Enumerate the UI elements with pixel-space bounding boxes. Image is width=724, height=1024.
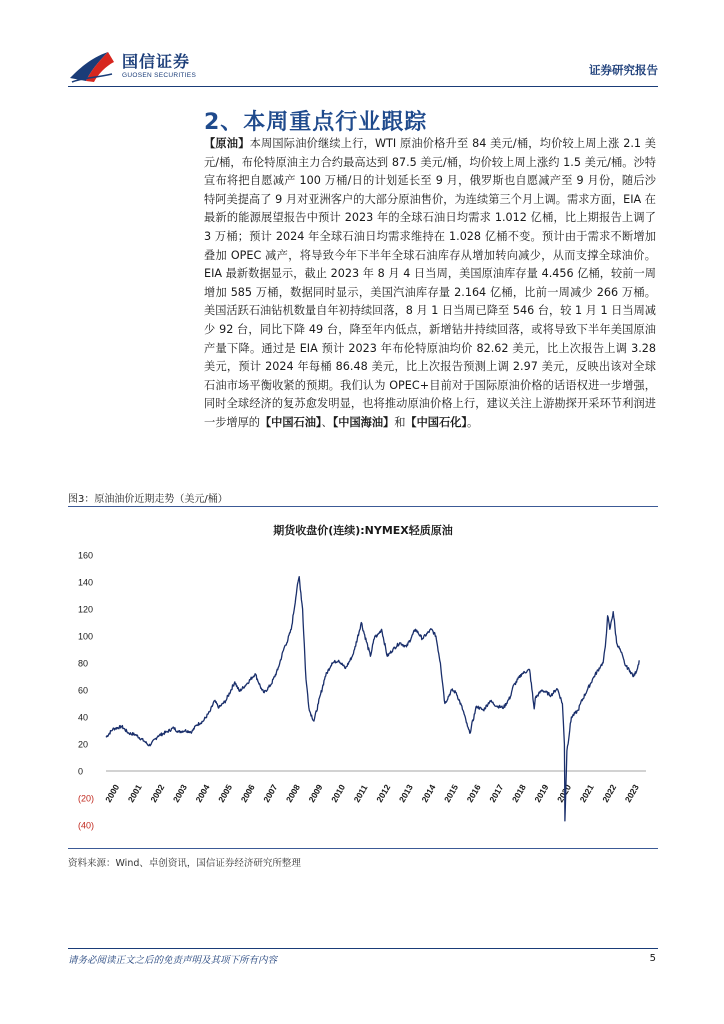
x-tick-label: 2008 <box>283 782 302 804</box>
guosen-logo <box>68 48 218 84</box>
figure-source: 资料来源：Wind、卓创资讯，国信证券经济研究所整理 <box>68 858 301 869</box>
x-tick-label: 2021 <box>577 782 596 804</box>
x-tick-label: 2020 <box>554 782 574 804</box>
header-divider <box>68 86 658 87</box>
section-title: 2、本周重点行业跟踪 <box>204 110 428 135</box>
y-tick-label: 60 <box>78 685 89 696</box>
stock-cnooc: 【中国海油】 <box>332 415 395 429</box>
y-tick-label: (20) <box>78 793 95 804</box>
logo-chinese-name: 国信证券 <box>122 52 191 71</box>
x-tick-label: 2023 <box>622 782 641 804</box>
chart-canvas <box>68 512 658 842</box>
x-axis-ticks <box>103 782 641 804</box>
x-tick-label: 2017 <box>487 782 506 804</box>
y-tick-label: 0 <box>78 766 84 777</box>
x-tick-label: 2018 <box>509 782 528 804</box>
logo-english-name: GUOSEN SECURITIES <box>122 72 197 79</box>
y-tick-label: 140 <box>78 577 94 588</box>
paragraph-tag: 【原油】 <box>204 137 250 150</box>
oil-paragraph <box>204 135 656 433</box>
page-number: 5 <box>649 953 656 964</box>
stock-petrochina: 【中国石油】 <box>259 415 322 429</box>
x-tick-label: 2012 <box>374 782 393 804</box>
y-tick-label: (40) <box>78 820 95 831</box>
page-header <box>0 0 724 92</box>
x-tick-label: 2015 <box>441 782 461 804</box>
x-tick-label: 2003 <box>170 782 189 804</box>
y-tick-label: 120 <box>78 604 94 615</box>
figure-top-rule <box>68 506 658 507</box>
y-tick-label: 40 <box>78 712 89 723</box>
x-tick-label: 2004 <box>193 782 212 804</box>
x-tick-label: 2010 <box>329 782 348 804</box>
x-tick-label: 2002 <box>148 782 167 804</box>
y-tick-label: 160 <box>78 550 94 561</box>
oil-price-chart <box>68 512 658 842</box>
x-tick-label: 2001 <box>125 782 144 804</box>
x-tick-label: 2009 <box>306 782 325 804</box>
paragraph-sep: 、 <box>321 415 333 429</box>
x-tick-label: 2007 <box>261 782 280 804</box>
paragraph-end: 。 <box>466 415 479 429</box>
y-axis-ticks <box>78 551 94 831</box>
guosen-logo-mark-icon <box>68 48 116 84</box>
x-tick-label: 2016 <box>464 782 483 804</box>
y-tick-label: 20 <box>78 739 89 750</box>
x-tick-label: 2011 <box>351 783 370 804</box>
x-tick-label: 2019 <box>532 782 551 804</box>
stock-sinopec: 【中国石化】 <box>405 415 467 429</box>
x-tick-label: 2022 <box>600 782 619 804</box>
report-type-label: 证券研究报告 <box>589 63 658 77</box>
price-series-line <box>106 577 639 821</box>
x-tick-label: 2013 <box>396 782 415 804</box>
chart-title: 期货收盘价(连续):NYMEX轻质原油 <box>273 524 453 537</box>
figure-bottom-rule <box>68 848 658 849</box>
x-tick-label: 2005 <box>216 782 235 804</box>
x-tick-label: 2000 <box>103 782 122 804</box>
footer-divider <box>68 948 658 949</box>
y-tick-label: 80 <box>78 658 89 669</box>
paragraph-body: 本周国际油价继续上行，WTI 原油价格升至 84 美元/桶，均价较上周上涨 2.1 美元/桶，布伦特原油主力合约最高达到 87.5 美元/桶，均价较上周上涨约 1.5 美元/桶。沙特宣布将把自愿减产 100 万桶/日的计划延长至 9 月，俄罗斯也自愿减产至 9 月份，随后沙特阿美提高了 9 月对亚洲客户的大部分原油售价，为连续第三个月上调。需求方面，EIA 在最新的能源展望报告中预计 2023 年的全球石油日均需求 1.012 亿桶，比上期报告上调了 3 万桶；预计 2024 年全球石油日均需求维持在 1.028 亿桶不变。预计由于需求不断增加叠加 OPEC 减产，将导致今年下半年全球石油库存从增加转向减少，从而支撑全球油价。EIA 最新数据显示，截止 2023 年 8 月 4 日当周，美国原油库存量 4.456 亿桶，较前一周增加 585 万桶，数据同时显示，美国汽油库存量 2.164 亿桶，比前一周减少 266 万桶。美国活跃石油钻机数量自年初持续回落，8 月 1 日当周已降至 546 台，较 1 月 1 日当周减少 92 台，同比下降 49 台，降至年内低点，新增钻井持续回落，或将导致下半年美国原油产量下降。通过是 EIA 预计 2023 年布伦特原油均价 82.62 美元，比上次报告上调 3.28 美元，预计 2024 年每桶 86.48 美元，比上次报告预测上调 2.97 美元，反映出该对全球石油市场平衡收紧的预期。我们认为 OPEC+目前对于国际原油价格的话语权进一步增强，同时全球经济的复苏愈发明显，也将推动原油价格上行，建议关注上游勘探开采环节利润进一步增厚的 <box>204 137 656 429</box>
paragraph-and: 和 <box>394 415 406 429</box>
x-tick-label: 2006 <box>238 782 257 804</box>
figure-caption: 图3：原油油价近期走势（美元/桶） <box>68 494 228 505</box>
y-tick-label: 100 <box>78 631 94 642</box>
x-tick-label: 2014 <box>419 782 438 804</box>
footer-disclaimer: 请务必阅读正文之后的免责声明及其项下所有内容 <box>68 955 278 966</box>
